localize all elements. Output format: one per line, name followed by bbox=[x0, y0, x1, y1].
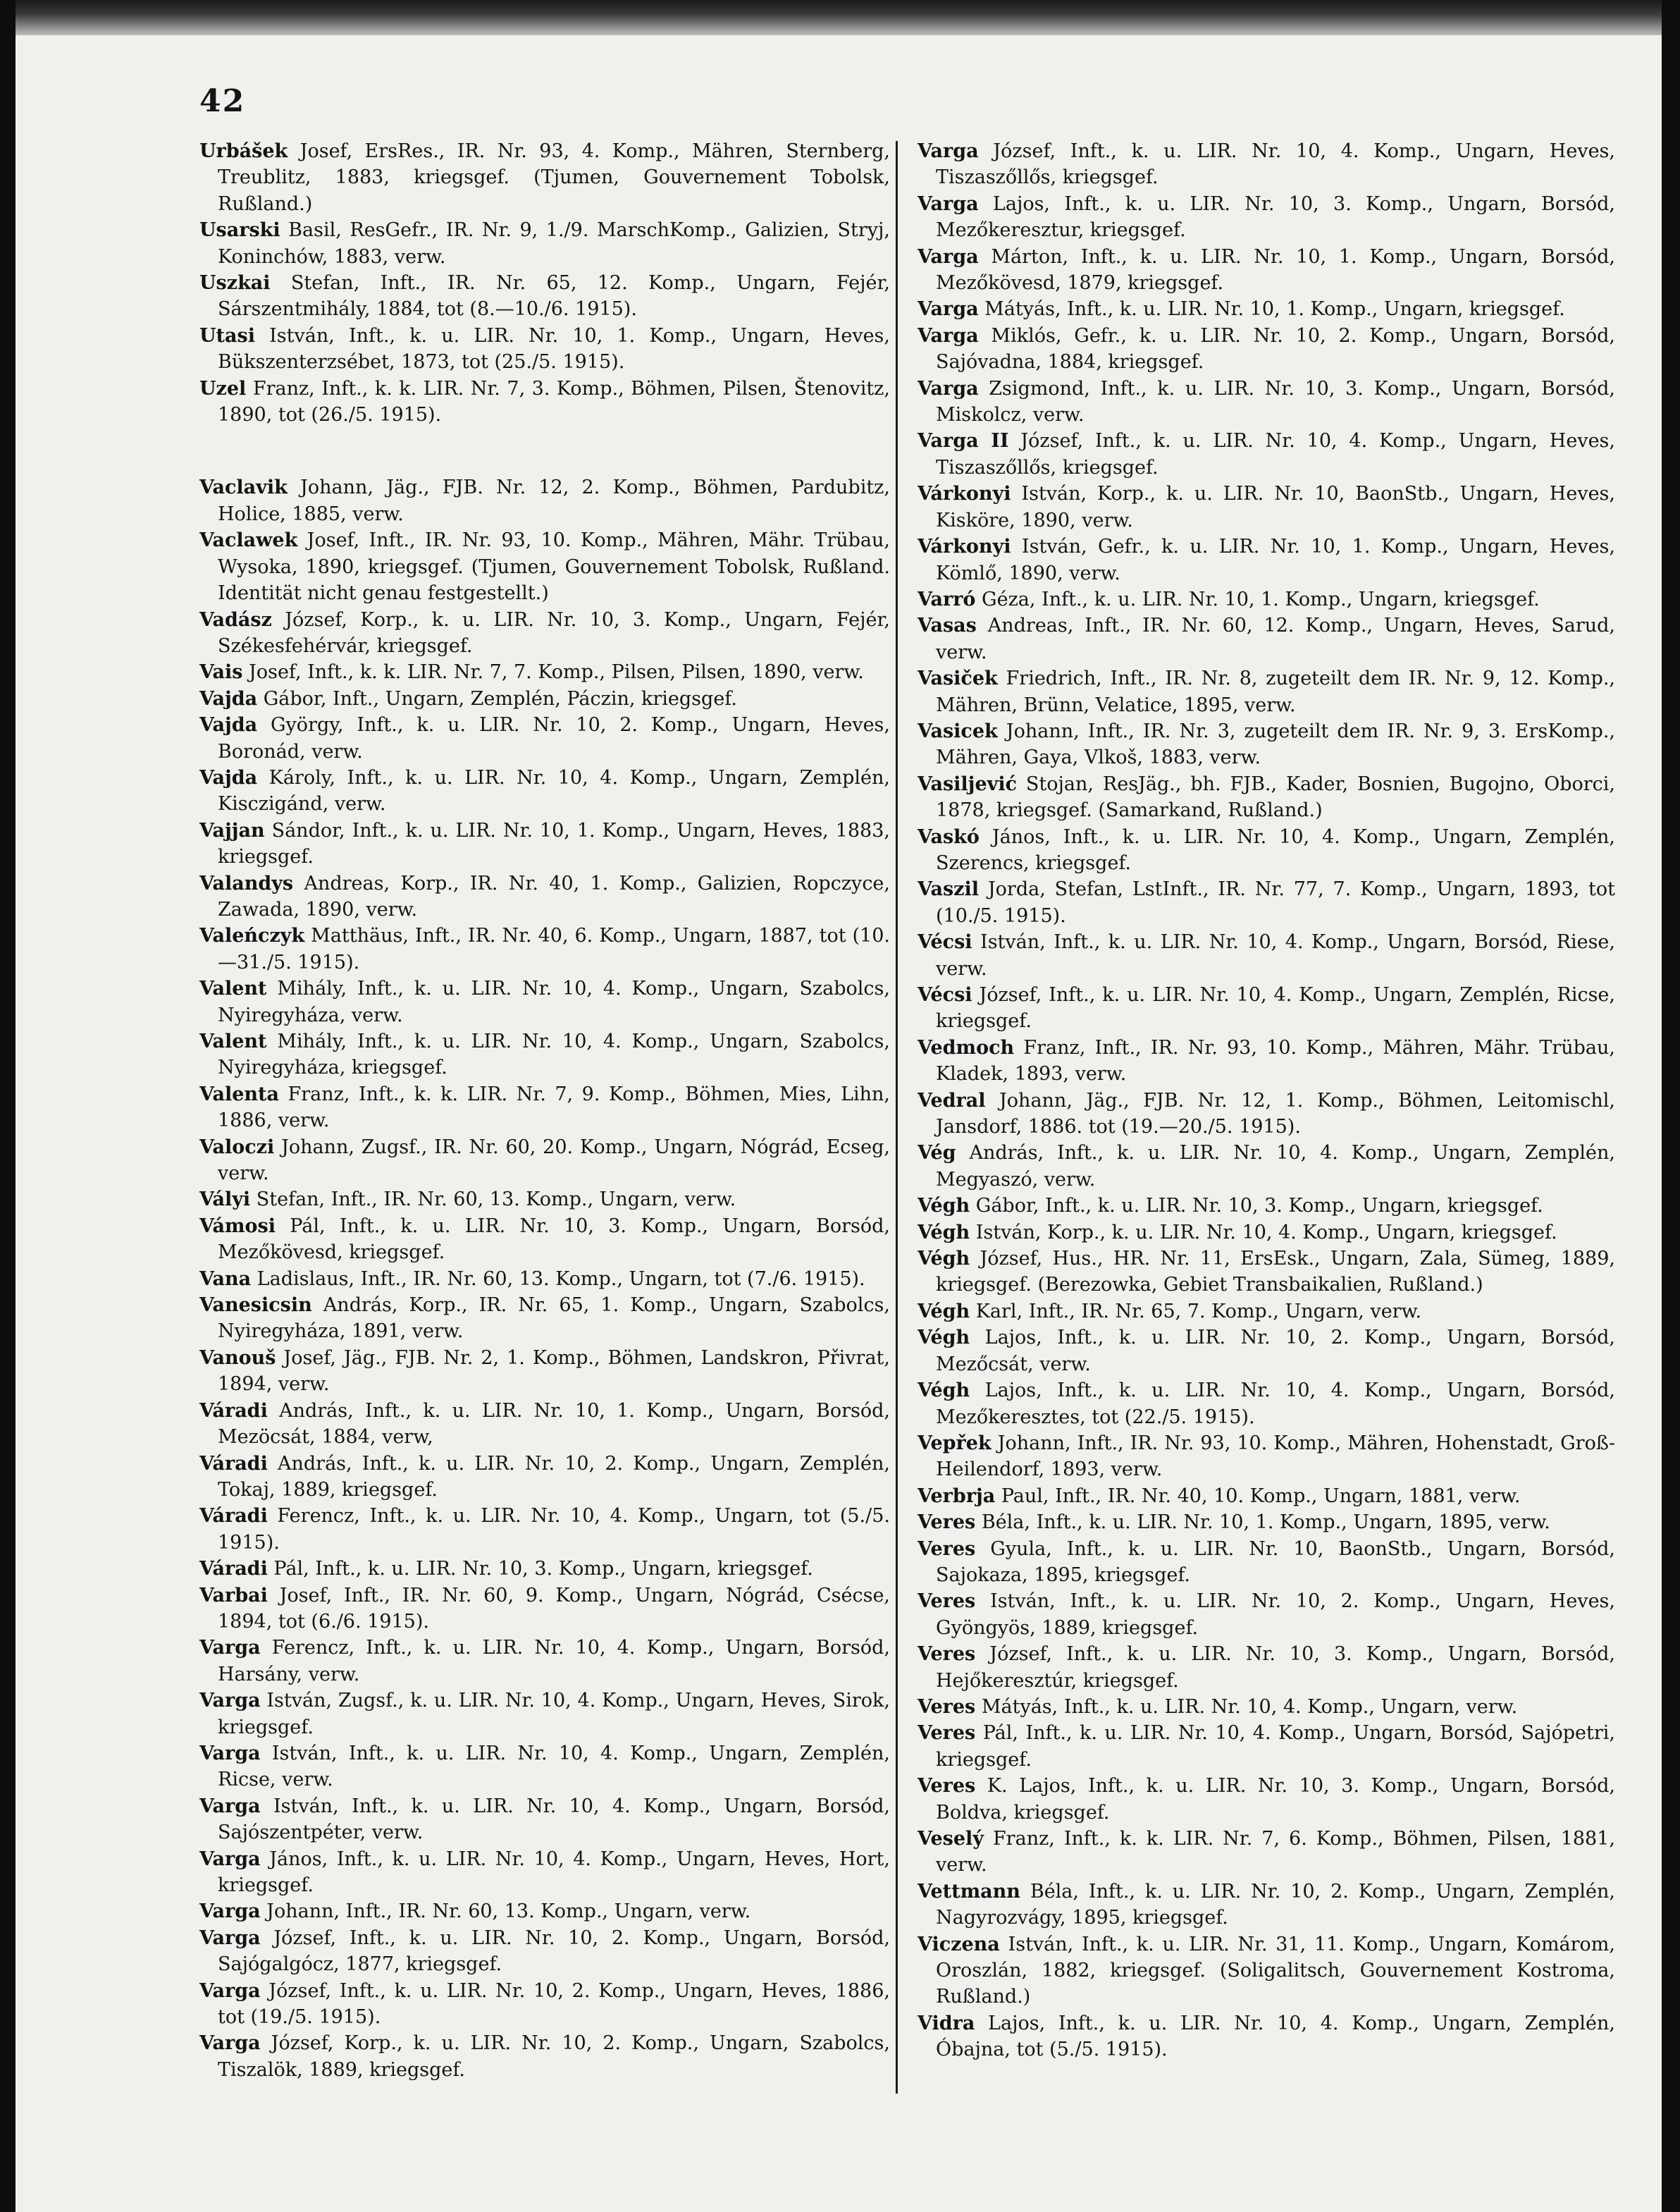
list-item bbox=[918, 1035, 1615, 1088]
entry-surname: Vidra bbox=[918, 2012, 975, 2034]
entry-group-u bbox=[199, 138, 890, 428]
entry-surname: Végh bbox=[918, 1300, 970, 1322]
entry-surname: Végh bbox=[918, 1380, 970, 1402]
list-item bbox=[918, 1088, 1615, 1141]
list-item bbox=[918, 982, 1615, 1035]
entry-details: Johann, Inft., IR. Nr. 60, 13. Komp., Ungarn, verw. bbox=[260, 1900, 751, 1923]
entry-surname: Varga bbox=[918, 192, 979, 215]
list-item bbox=[918, 1246, 1615, 1298]
entry-details: István, Inft., k. u. LIR. Nr. 10, 4. Komp., Ungarn, Borsód, Sajószentpéter, verw. bbox=[218, 1795, 890, 1844]
list-item bbox=[918, 718, 1615, 771]
list-item bbox=[918, 1773, 1615, 1826]
entry-details: József, Inft., k. u. LIR. Nr. 10, 2. Komp., Ungarn, Borsód, Sajógalgócz, 1877, kriegsgef. bbox=[218, 1927, 890, 1976]
entry-details: Ferencz, Inft., k. u. LIR. Nr. 10, 4. Komp., Ungarn, Borsód, Harsány, verw. bbox=[218, 1637, 890, 1685]
list-item bbox=[199, 1793, 890, 1846]
entry-surname: Usarski bbox=[199, 219, 280, 242]
entry-surname: Vajjan bbox=[199, 819, 265, 842]
scan-left-edge bbox=[0, 0, 16, 2212]
entry-details: Pál, Inft., k. u. LIR. Nr. 10, 3. Komp., Ungarn, Borsód, Mezőkövesd, kriegsgef. bbox=[218, 1215, 890, 1264]
entry-surname: Uszkai bbox=[199, 272, 271, 295]
entry-surname: Urbášek bbox=[199, 140, 288, 162]
entry-surname: Varga bbox=[199, 2032, 261, 2055]
entry-surname: Végh bbox=[918, 1221, 970, 1243]
entry-surname: Valandys bbox=[199, 872, 294, 895]
entry-surname: Varga bbox=[918, 298, 979, 321]
entry-surname: Végh bbox=[918, 1327, 970, 1349]
list-item bbox=[918, 138, 1615, 191]
entry-details: Mihály, Inft., k. u. LIR. Nr. 10, 4. Komp., Ungarn, Szabolcs, Nyiregyháza, verw. bbox=[218, 978, 890, 1026]
entry-surname: Vasicek bbox=[918, 720, 998, 742]
entry-details: Lajos, Inft., k. u. LIR. Nr. 10, 3. Komp., Ungarn, Borsód, Mezőkeresztur, kriegsgef. bbox=[936, 192, 1615, 242]
entry-surname: Veres bbox=[918, 1590, 976, 1613]
entry-details: János, Inft., k. u. LIR. Nr. 10, 4. Komp., Ungarn, Zemplén, Szerencs, kriegsgef. bbox=[936, 825, 1615, 874]
entry-details: József, Hus., HR. Nr. 11, ErsEsk., Ungarn, Zala, Sümeg, 1889, kriegsgef. (Berezowka, Gebiet Transbaikalien, Rußland.) bbox=[936, 1248, 1615, 1296]
group-spacer bbox=[199, 428, 890, 474]
entry-details: Josef, Inft., IR. Nr. 93, 10. Komp., Mähren, Mähr. Trübau, Wysoka, 1890, kriegsgef. (Tjumen, Gouvernement Tobolsk, Rußland. Identität nicht genau festgestellt.) bbox=[218, 529, 890, 605]
list-item bbox=[918, 1140, 1615, 1193]
entry-details: Johann, Zugsf., IR. Nr. 60, 20. Komp., Ungarn, Nógrád, Ecseg, verw. bbox=[218, 1136, 890, 1185]
entry-surname: Váradi bbox=[199, 1505, 268, 1528]
list-item bbox=[918, 586, 1615, 613]
entry-details: Johann, Jäg., FJB. Nr. 12, 1. Komp., Böhmen, Leitomischl, Jansdorf, 1886. tot (19.—20./5. 1915). bbox=[936, 1089, 1615, 1138]
entry-surname: Veres bbox=[918, 1537, 976, 1560]
entry-surname: Varga bbox=[199, 1927, 261, 1949]
entry-surname: Varga bbox=[199, 1795, 261, 1817]
entry-details: Ladislaus, Inft., IR. Nr. 60, 13. Komp., Ungarn, tot (7./6. 1915). bbox=[251, 1267, 865, 1290]
list-item bbox=[918, 376, 1615, 429]
list-item bbox=[918, 1219, 1615, 1246]
list-item bbox=[199, 1028, 890, 1081]
entry-details: István, Gefr., k. u. LIR. Nr. 10, 1. Komp., Ungarn, Heves, Kömlő, 1890, verw. bbox=[936, 536, 1615, 584]
entry-details: József, Inft., k. u. LIR. Nr. 10, 4. Komp., Ungarn, Heves, Tiszaszőllős, kriegsgef. bbox=[936, 140, 1615, 189]
entry-surname: Varga bbox=[918, 324, 979, 347]
entry-details: Paul, Inft., IR. Nr. 40, 10. Komp., Ungarn, 1881, verw. bbox=[995, 1485, 1521, 1507]
list-item bbox=[918, 428, 1615, 481]
entry-details: Josef, Inft., k. k. LIR. Nr. 7, 7. Komp., Pilsen, Pilsen, 1890, verw. bbox=[242, 661, 864, 684]
list-item bbox=[199, 607, 890, 660]
list-item bbox=[199, 686, 890, 712]
entry-details: Matthäus, Inft., IR. Nr. 40, 6. Komp., Ungarn, 1887, tot (10.—31./5. 1915). bbox=[218, 925, 890, 973]
entry-surname: Varga bbox=[199, 1742, 261, 1764]
entry-surname: Varga II bbox=[918, 430, 1009, 453]
list-item bbox=[199, 323, 890, 376]
entry-surname: Vasiček bbox=[918, 668, 998, 690]
list-item bbox=[199, 1978, 890, 2031]
entry-surname: Vajda bbox=[199, 714, 258, 737]
entry-details: Jorda, Stefan, LstInft., IR. Nr. 77, 7. Komp., Ungarn, 1893, tot (10./5. 1915). bbox=[936, 878, 1615, 927]
list-item bbox=[918, 1509, 1615, 1535]
entry-surname: Varga bbox=[199, 1690, 261, 1712]
list-item bbox=[918, 296, 1615, 322]
entry-details: Sándor, Inft., k. u. LIR. Nr. 10, 1. Komp., Ungarn, Heves, 1883, kriegsgef. bbox=[218, 819, 890, 868]
entry-details: Karl, Inft., IR. Nr. 65, 7. Komp., Ungarn, verw. bbox=[970, 1300, 1422, 1322]
entry-surname: Váradi bbox=[199, 1558, 268, 1580]
entry-surname: Vécsi bbox=[918, 984, 972, 1006]
list-item bbox=[199, 1345, 890, 1398]
list-item bbox=[918, 534, 1615, 586]
list-item bbox=[199, 1266, 890, 1292]
list-item bbox=[199, 138, 890, 217]
entry-details: Stefan, Inft., IR. Nr. 60, 13. Komp., Ungarn, verw. bbox=[250, 1188, 736, 1211]
list-item bbox=[918, 323, 1615, 376]
entry-surname: Vadász bbox=[199, 608, 272, 631]
entry-details: Mátyás, Inft., k. u. LIR. Nr. 10, 4. Komp., Ungarn, verw. bbox=[975, 1695, 1518, 1718]
entry-surname: Veres bbox=[918, 1695, 976, 1718]
entry-surname: Vajda bbox=[199, 766, 258, 789]
entry-surname: Vég bbox=[918, 1142, 956, 1165]
list-item bbox=[199, 765, 890, 818]
entry-details: István, Korp., k. u. LIR. Nr. 10, BaonStb., Ungarn, Heves, Kisköre, 1890, verw. bbox=[936, 483, 1615, 532]
entry-surname: Varga bbox=[918, 245, 979, 268]
entry-details: István, Inft., k. u. LIR. Nr. 31, 11. Komp., Ungarn, Komárom, Oroszlán, 1882, kriegsgef. (Soligalitsch, Gouvernement Kostroma, Rußland.) bbox=[936, 1933, 1615, 2008]
entry-surname: Varró bbox=[918, 588, 976, 610]
list-item bbox=[199, 1134, 890, 1187]
entry-details: Stefan, Inft., IR. Nr. 65, 12. Komp., Ungarn, Fejér, Sárszentmihály, 1884, tot (8.—10./6. 1915). bbox=[218, 272, 890, 321]
entry-surname: Veres bbox=[918, 1775, 976, 1798]
list-item bbox=[199, 1688, 890, 1740]
entry-details: Friedrich, Inft., IR. Nr. 8, zugeteilt dem IR. Nr. 9, 12. Komp., Mähren, Brünn, Velatice, 1895, verw. bbox=[936, 668, 1615, 716]
entry-details: Pál, Inft., k. u. LIR. Nr. 10, 4. Komp., Ungarn, Borsód, Sajópetri, kriegsgef. bbox=[936, 1722, 1615, 1771]
entry-details: Mátyás, Inft., k. u. LIR. Nr. 10, 1. Komp., Ungarn, kriegsgef. bbox=[978, 298, 1565, 321]
list-item bbox=[918, 1377, 1615, 1430]
entry-surname: Vaszil bbox=[918, 878, 980, 901]
entry-surname: Vaskó bbox=[918, 825, 980, 848]
list-item bbox=[199, 871, 890, 923]
entry-surname: Varga bbox=[199, 1979, 261, 2002]
entry-surname: Vettmann bbox=[918, 1880, 1020, 1903]
entry-details: Josef, Inft., IR. Nr. 60, 9. Komp., Ungarn, Nógrád, Csécse, 1894, tot (6./6. 1915). bbox=[218, 1584, 890, 1633]
entry-details: István, Inft., k. u. LIR. Nr. 10, 4. Komp., Ungarn, Borsód, Riese, verw. bbox=[936, 931, 1615, 980]
list-item bbox=[199, 1292, 890, 1345]
entry-surname: Vedral bbox=[918, 1089, 986, 1112]
entry-details: Károly, Inft., k. u. LIR. Nr. 10, 4. Komp., Ungarn, Zemplén, Kisczigánd, verw. bbox=[218, 766, 890, 816]
list-item bbox=[199, 1583, 890, 1635]
entry-details: Béla, Inft., k. u. LIR. Nr. 10, 2. Komp., Ungarn, Zemplén, Nagyrozvágy, 1895, kriegsgef. bbox=[936, 1880, 1615, 1929]
list-item bbox=[199, 1213, 890, 1266]
list-item bbox=[199, 1740, 890, 1793]
list-item bbox=[918, 1325, 1615, 1377]
entry-surname: Vámosi bbox=[199, 1215, 276, 1237]
entry-surname: Vályi bbox=[199, 1188, 251, 1211]
list-item bbox=[918, 613, 1615, 665]
entry-group-right bbox=[918, 138, 1615, 2063]
list-item bbox=[199, 1925, 890, 1978]
entry-group-v bbox=[199, 474, 890, 2083]
list-item bbox=[918, 1483, 1615, 1509]
entry-surname: Vanouš bbox=[199, 1346, 276, 1369]
entry-details: István, Inft., k. u. LIR. Nr. 10, 4. Komp., Ungarn, Zemplén, Ricse, verw. bbox=[218, 1742, 890, 1791]
entry-surname: Valent bbox=[199, 978, 267, 1000]
entry-surname: Váradi bbox=[199, 1452, 268, 1475]
entry-surname: Végh bbox=[918, 1248, 970, 1270]
list-item bbox=[199, 376, 890, 429]
entry-details: Mihály, Inft., k. u. LIR. Nr. 10, 4. Komp., Ungarn, Szabolcs, Nyiregyháza, kriegsgef. bbox=[218, 1031, 890, 1079]
entry-details: István, Zugsf., k. u. LIR. Nr. 10, 4. Komp., Ungarn, Heves, Sirok, kriegsgef. bbox=[218, 1690, 890, 1738]
entry-details: Gábor, Inft., Ungarn, Zemplén, Páczin, kriegsgef. bbox=[257, 687, 737, 710]
entry-details: Márton, Inft., k. u. LIR. Nr. 10, 1. Komp., Ungarn, Borsód, Mezőkövesd, 1879, kriegsgef. bbox=[936, 245, 1615, 295]
list-item bbox=[199, 1556, 890, 1582]
list-item bbox=[199, 712, 890, 765]
entry-details: Pál, Inft., k. u. LIR. Nr. 10, 3. Komp., Ungarn, kriegsgef. bbox=[267, 1558, 813, 1580]
list-item bbox=[918, 1826, 1615, 1879]
list-item bbox=[199, 1503, 890, 1556]
list-item bbox=[199, 1846, 890, 1899]
entry-details: Josef, ErsRes., IR. Nr. 93, 4. Komp., Mähren, Sternberg, Treublitz, 1883, kriegsgef. (Tjumen, Gouvernement Tobolsk, Rußland.) bbox=[218, 140, 890, 215]
entry-surname: Verbrja bbox=[918, 1485, 996, 1507]
entry-details: Zsigmond, Inft., k. u. LIR. Nr. 10, 3. Komp., Ungarn, Borsód, Miskolcz, verw. bbox=[936, 377, 1615, 426]
entry-surname: Vécsi bbox=[918, 931, 972, 954]
entry-details: Johann, Inft., IR. Nr. 3, zugeteilt dem IR. Nr. 9, 3. ErsKomp., Mähren, Gaya, Vlkoš, 1883, verw. bbox=[936, 720, 1615, 769]
entry-details: József, Korp., k. u. LIR. Nr. 10, 3. Komp., Ungarn, Fejér, Székesfehérvár, kriegsgef. bbox=[218, 608, 890, 657]
list-item bbox=[918, 1588, 1615, 1641]
entry-details: Gyula, Inft., k. u. LIR. Nr. 10, BaonStb., Ungarn, Borsód, Sajokaza, 1895, kriegsgef. bbox=[936, 1537, 1615, 1586]
entry-details: Lajos, Inft., k. u. LIR. Nr. 10, 4. Komp., Ungarn, Borsód, Mezőkeresztes, tot (22./5. 1915). bbox=[936, 1380, 1615, 1428]
list-item bbox=[918, 1720, 1615, 1773]
list-item bbox=[918, 481, 1615, 534]
list-item bbox=[199, 1398, 890, 1451]
list-item bbox=[918, 929, 1615, 982]
entry-details: József, Inft., k. u. LIR. Nr. 10, 4. Komp., Ungarn, Zemplén, Ricse, kriegsgef. bbox=[936, 984, 1615, 1033]
entry-details: András, Inft., k. u. LIR. Nr. 10, 1. Komp., Ungarn, Borsód, Mezöcsát, 1884, verw, bbox=[218, 1399, 890, 1449]
entry-surname: Várkonyi bbox=[918, 483, 1011, 505]
entry-details: Josef, Jäg., FJB. Nr. 2, 1. Komp., Böhmen, Landskron, Přivrat, 1894, verw. bbox=[218, 1346, 890, 1396]
entry-surname: Várkonyi bbox=[918, 536, 1011, 558]
entry-details: Gábor, Inft., k. u. LIR. Nr. 10, 3. Komp., Ungarn, kriegsgef. bbox=[970, 1195, 1543, 1217]
entry-details: István, Inft., k. u. LIR. Nr. 10, 2. Komp., Ungarn, Heves, Gyöngyös, 1889, kriegsgef. bbox=[936, 1590, 1615, 1639]
entry-details: József, Inft., k. u. LIR. Nr. 10, 3. Komp., Ungarn, Borsód, Hejőkeresztúr, kriegsgef. bbox=[936, 1643, 1615, 1692]
entry-details: Franz, Inft., IR. Nr. 93, 10. Komp., Mähren, Mähr. Trübau, Kladek, 1893, verw. bbox=[936, 1036, 1615, 1086]
entry-details: Béla, Inft., k. u. LIR. Nr. 10, 1. Komp., Ungarn, 1895, verw. bbox=[975, 1511, 1550, 1534]
entry-details: György, Inft., k. u. LIR. Nr. 10, 2. Komp., Ungarn, Heves, Boronád, verw. bbox=[218, 714, 890, 763]
list-item bbox=[199, 1451, 890, 1504]
entry-surname: Vais bbox=[199, 661, 243, 684]
entry-details: Miklós, Gefr., k. u. LIR. Nr. 10, 2. Komp., Ungarn, Borsód, Sajóvadna, 1884, kriegsgef. bbox=[936, 324, 1615, 374]
list-item bbox=[918, 771, 1615, 824]
entry-details: Franz, Inft., k. k. LIR. Nr. 7, 9. Komp., Böhmen, Mies, Lihn, 1886, verw. bbox=[218, 1083, 890, 1132]
list-item bbox=[918, 1879, 1615, 1931]
entry-surname: Valeńczyk bbox=[199, 925, 305, 947]
list-item bbox=[918, 1641, 1615, 1694]
entry-details: Géza, Inft., k. u. LIR. Nr. 10, 1. Komp., Ungarn, kriegsgef. bbox=[975, 588, 1540, 610]
entry-surname: Vepřek bbox=[918, 1432, 992, 1454]
page-number: 42 bbox=[199, 83, 246, 119]
entry-details: Lajos, Inft., k. u. LIR. Nr. 10, 4. Komp., Ungarn, Zemplén, Óbajna, tot (5./5. 1915). bbox=[936, 2012, 1615, 2061]
column-divider bbox=[896, 141, 898, 2094]
entry-surname: Varga bbox=[918, 140, 979, 162]
list-item bbox=[199, 1186, 890, 1212]
list-item bbox=[199, 2030, 890, 2083]
list-item bbox=[918, 876, 1615, 929]
entry-details: András, Inft., k. u. LIR. Nr. 10, 4. Komp., Ungarn, Zemplén, Megyaszó, verw. bbox=[936, 1142, 1615, 1191]
entry-details: András, Inft., k. u. LIR. Nr. 10, 2. Komp., Ungarn, Zemplén, Tokaj, 1889, kriegsgef. bbox=[218, 1452, 890, 1501]
entry-details: Johann, Jäg., FJB. Nr. 12, 2. Komp., Böhmen, Pardubitz, Holice, 1885, verw. bbox=[218, 477, 890, 525]
list-item bbox=[918, 244, 1615, 297]
entry-surname: Vana bbox=[199, 1267, 252, 1290]
list-item bbox=[918, 1536, 1615, 1589]
entry-surname: Varbai bbox=[199, 1584, 268, 1606]
list-item bbox=[918, 1931, 1615, 2010]
entry-surname: Vanesicsin bbox=[199, 1294, 312, 1317]
entry-details: József, Inft., k. u. LIR. Nr. 10, 2. Komp., Ungarn, Heves, 1886, tot (19./5. 1915). bbox=[218, 1979, 890, 2029]
entry-surname: Valenta bbox=[199, 1083, 279, 1105]
entry-surname: Vaclawek bbox=[199, 529, 298, 552]
list-item bbox=[199, 270, 890, 323]
entry-details: József, Korp., k. u. LIR. Nr. 10, 2. Komp., Ungarn, Szabolcs, Tiszalök, 1889, kriegsgef. bbox=[218, 2032, 890, 2081]
entry-surname: Viczena bbox=[918, 1933, 1000, 1955]
entry-surname: Valent bbox=[199, 1031, 267, 1052]
list-item bbox=[199, 818, 890, 871]
entry-surname: Valoczi bbox=[199, 1136, 275, 1158]
list-item bbox=[199, 923, 890, 976]
entry-details: István, Korp., k. u. LIR. Nr. 10, 4. Komp., Ungarn, kriegsgef. bbox=[970, 1221, 1557, 1243]
entry-surname: Vedmoch bbox=[918, 1036, 1015, 1059]
entry-surname: Veres bbox=[918, 1511, 976, 1534]
entry-details: Andreas, Korp., IR. Nr. 40, 1. Komp., Galizien, Ropczyce, Zawada, 1890, verw. bbox=[218, 872, 890, 921]
entry-surname: Vasas bbox=[918, 615, 977, 637]
entry-details: Franz, Inft., k. k. LIR. Nr. 7, 6. Komp., Böhmen, Pilsen, 1881, verw. bbox=[936, 1828, 1615, 1876]
list-item bbox=[199, 1081, 890, 1134]
left-column bbox=[199, 138, 890, 2083]
right-column bbox=[918, 138, 1615, 2063]
entry-details: Ferencz, Inft., k. u. LIR. Nr. 10, 4. Komp., Ungarn, tot (5./5. 1915). bbox=[218, 1505, 890, 1554]
list-item bbox=[199, 1635, 890, 1688]
list-item bbox=[918, 1430, 1615, 1483]
entry-surname: Uzel bbox=[199, 377, 247, 400]
entry-surname: Vasiljević bbox=[918, 773, 1018, 795]
list-item bbox=[199, 527, 890, 606]
list-item bbox=[199, 659, 890, 685]
entry-surname: Varga bbox=[199, 1900, 261, 1923]
entry-surname: Varga bbox=[199, 1637, 261, 1659]
scan-right-edge bbox=[1662, 0, 1680, 2212]
list-item bbox=[918, 665, 1615, 718]
entry-details: Andreas, Inft., IR. Nr. 60, 12. Komp., Ungarn, Heves, Sarud, verw. bbox=[936, 615, 1615, 663]
entry-surname: Veres bbox=[918, 1643, 976, 1666]
entry-surname: Utasi bbox=[199, 324, 255, 347]
entry-surname: Veselý bbox=[918, 1828, 984, 1850]
scan-top-edge bbox=[0, 0, 1680, 35]
entry-surname: Veres bbox=[918, 1722, 976, 1745]
entry-details: István, Inft., k. u. LIR. Nr. 10, 1. Komp., Ungarn, Heves, Bükszenterzsébet, 1873, tot (25./5. 1915). bbox=[218, 324, 890, 374]
entry-surname: Varga bbox=[199, 1848, 261, 1870]
list-item bbox=[199, 474, 890, 527]
list-item bbox=[918, 824, 1615, 877]
list-item bbox=[918, 1193, 1615, 1219]
list-item bbox=[199, 217, 890, 270]
list-item bbox=[918, 1694, 1615, 1720]
entry-details: Lajos, Inft., k. u. LIR. Nr. 10, 2. Komp., Ungarn, Borsód, Mezőcsát, verw. bbox=[936, 1327, 1615, 1375]
entry-details: Franz, Inft., k. k. LIR. Nr. 7, 3. Komp., Böhmen, Pilsen, Štenovitz, 1890, tot (26./5. 1915). bbox=[218, 377, 890, 426]
entry-details: Stojan, ResJäg., bh. FJB., Kader, Bosnien, Bugojno, Oborci, 1878, kriegsgef. (Samarkand, Rußland.) bbox=[936, 773, 1615, 822]
entry-details: András, Korp., IR. Nr. 65, 1. Komp., Ungarn, Szabolcs, Nyiregyháza, 1891, verw. bbox=[218, 1294, 890, 1343]
entry-details: Johann, Inft., IR. Nr. 93, 10. Komp., Mähren, Hohenstadt, Groß-Heilendorf, 1893, verw. bbox=[936, 1432, 1615, 1481]
entry-surname: Vaclavik bbox=[199, 477, 288, 499]
entry-details: K. Lajos, Inft., k. u. LIR. Nr. 10, 3. Komp., Ungarn, Borsód, Boldva, kriegsgef. bbox=[936, 1775, 1615, 1824]
list-item bbox=[918, 2010, 1615, 2063]
list-item bbox=[918, 191, 1615, 244]
entry-surname: Varga bbox=[918, 377, 979, 400]
entry-surname: Váradi bbox=[199, 1399, 268, 1422]
entry-details: Basil, ResGefr., IR. Nr. 9, 1./9. MarschKomp., Galizien, Stryj, Koninchów, 1883, verw. bbox=[218, 219, 890, 268]
entry-surname: Végh bbox=[918, 1195, 970, 1217]
entry-surname: Vajda bbox=[199, 687, 258, 710]
entry-details: János, Inft., k. u. LIR. Nr. 10, 4. Komp., Ungarn, Heves, Hort, kriegsgef. bbox=[218, 1848, 890, 1896]
list-item bbox=[199, 1898, 890, 1924]
list-item bbox=[918, 1298, 1615, 1325]
list-item bbox=[199, 976, 890, 1028]
entry-details: József, Inft., k. u. LIR. Nr. 10, 4. Komp., Ungarn, Heves, Tiszaszőllős, kriegsgef. bbox=[936, 430, 1615, 479]
